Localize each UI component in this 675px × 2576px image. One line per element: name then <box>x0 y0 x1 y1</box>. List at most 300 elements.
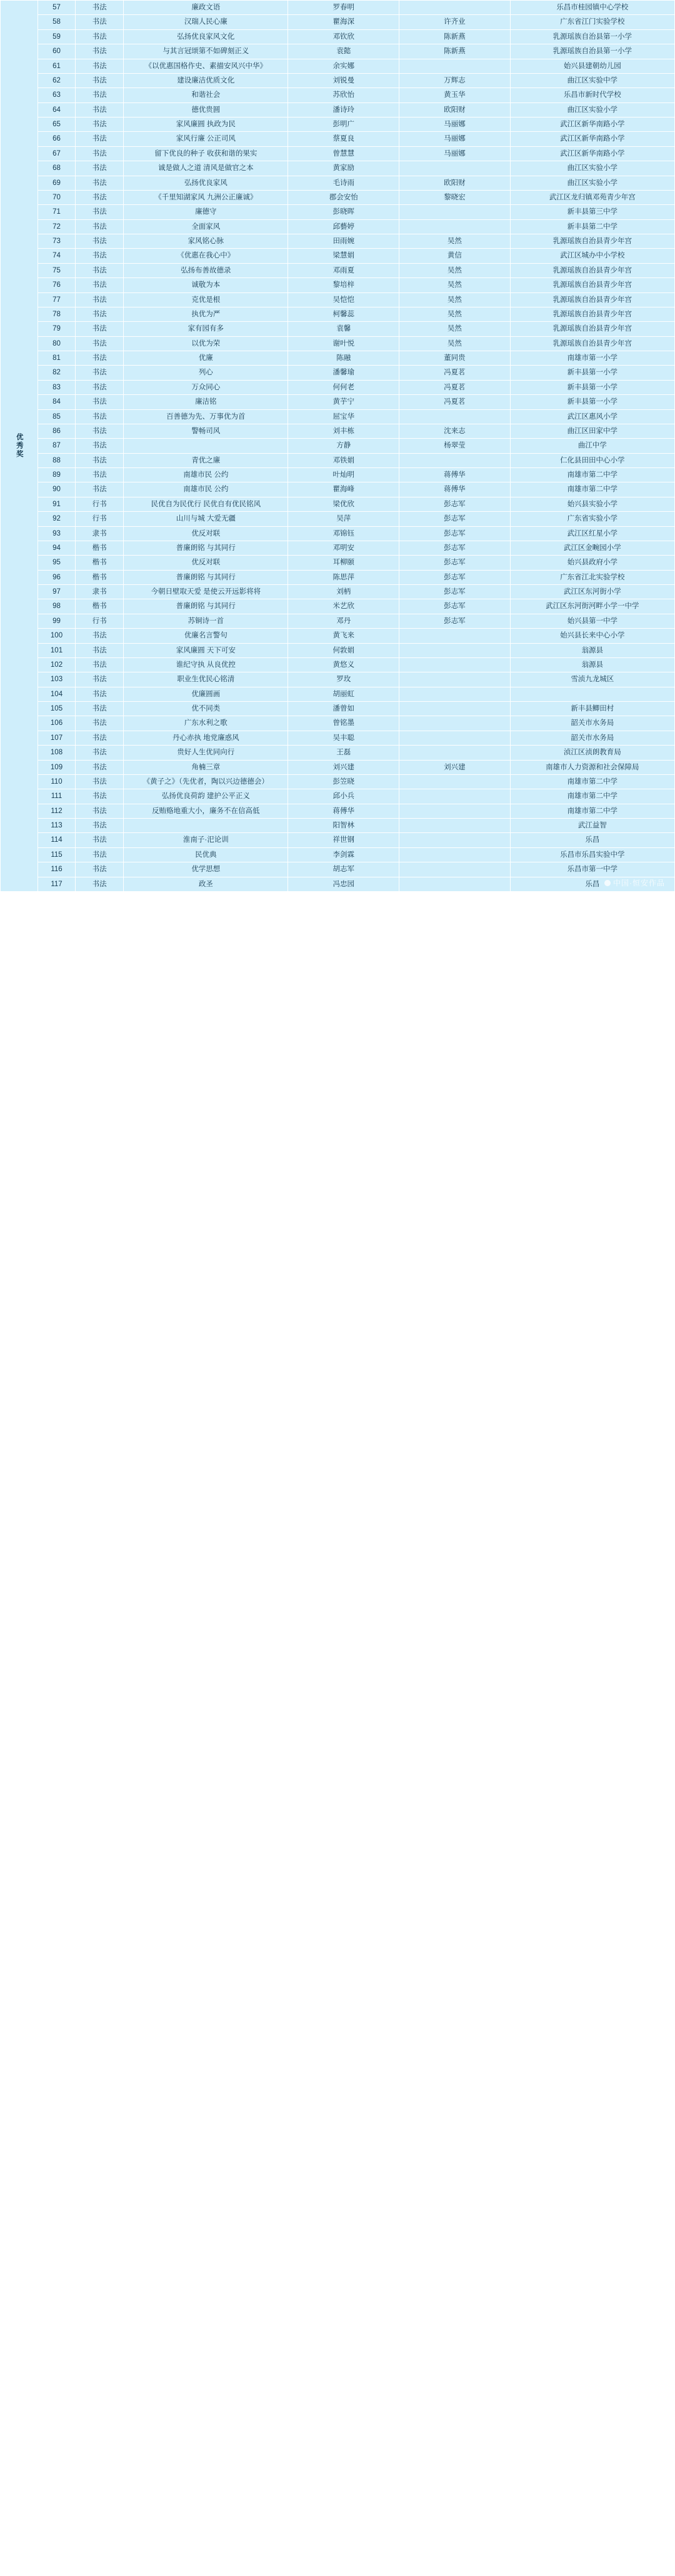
cell-cat: 书法 <box>76 453 124 467</box>
cell-num: 97 <box>38 585 76 599</box>
cell-author: 何何老 <box>288 380 399 394</box>
cell-adviser <box>399 819 511 833</box>
cell-cat: 书法 <box>76 234 124 249</box>
table-row <box>1 556 675 570</box>
cell-author: 方静 <box>288 439 399 453</box>
cell-author: 陈思萍 <box>288 570 399 584</box>
cell-cat: 隶书 <box>76 585 124 599</box>
table-row <box>1 614 675 628</box>
cell-cat: 书法 <box>76 409 124 424</box>
table-row <box>1 746 675 760</box>
cell-num: 106 <box>38 716 76 731</box>
cell-adviser: 彭志军 <box>399 556 511 570</box>
cell-unit: 乳源瑶族自治县青少年宫 <box>510 234 674 249</box>
table-row <box>1 643 675 657</box>
cell-adviser <box>399 789 511 804</box>
cell-author: 彭明广 <box>288 117 399 132</box>
cell-adviser <box>399 1 511 15</box>
cell-author: 耳柳颐 <box>288 556 399 570</box>
cell-title: 优反对联 <box>124 526 288 541</box>
table-row <box>1 468 675 482</box>
cell-title: 弘扬布善故德录 <box>124 263 288 277</box>
cell-author: 罗玫 <box>288 672 399 687</box>
cell-cat: 书法 <box>76 249 124 263</box>
cell-adviser: 陈新燕 <box>399 29 511 44</box>
cell-unit: 广东省实验小学 <box>510 512 674 526</box>
watermark <box>604 877 665 888</box>
cell-cat: 书法 <box>76 833 124 847</box>
cell-adviser: 彭志军 <box>399 614 511 628</box>
cell-author: 梁优欣 <box>288 497 399 511</box>
cell-unit: 广东省江门实验学校 <box>510 15 674 29</box>
cell-author: 王磊 <box>288 746 399 760</box>
cell-num: 114 <box>38 833 76 847</box>
cell-unit: 乐昌市第一中学 <box>510 862 674 877</box>
table-row <box>1 336 675 351</box>
table-row <box>1 409 675 424</box>
cell-num: 84 <box>38 395 76 409</box>
cell-title: 留下优良的种子 收获和谐的果实 <box>124 146 288 161</box>
cell-cat: 书法 <box>76 862 124 877</box>
cell-unit: 翁源县 <box>510 657 674 672</box>
cell-author: 祥世钢 <box>288 833 399 847</box>
cell-author: 曾铭墨 <box>288 716 399 731</box>
cell-title: 普廉朗铭 与其同行 <box>124 570 288 584</box>
cell-cat: 书法 <box>76 366 124 380</box>
cell-title <box>124 439 288 453</box>
cell-adviser: 刘兴建 <box>399 760 511 774</box>
cell-adviser: 吴然 <box>399 322 511 336</box>
table-row <box>1 804 675 818</box>
cell-num: 96 <box>38 570 76 584</box>
cell-unit: 武江区新华南路小学 <box>510 117 674 132</box>
cell-title: 山川与城 大爱无疆 <box>124 512 288 526</box>
cell-unit: 乳源瑶族自治县青少年宫 <box>510 278 674 292</box>
cell-unit: 韶关市水务局 <box>510 716 674 731</box>
cell-author: 黄飞来 <box>288 629 399 643</box>
awards-table-body <box>1 1 675 892</box>
cell-adviser: 吴然 <box>399 234 511 249</box>
cell-unit: 乳源瑶族自治县青少年宫 <box>510 322 674 336</box>
table-row <box>1 29 675 44</box>
cell-adviser: 彭志军 <box>399 599 511 614</box>
table-row <box>1 453 675 467</box>
cell-unit: 南雄市第一小学 <box>510 351 674 366</box>
cell-author: 陈融 <box>288 351 399 366</box>
cell-author: 邱藝婷 <box>288 219 399 234</box>
cell-adviser: 欧阳财 <box>399 176 511 190</box>
cell-title: 警畅司风 <box>124 424 288 438</box>
table-row <box>1 307 675 321</box>
cell-cat: 书法 <box>76 190 124 204</box>
cell-num: 81 <box>38 351 76 366</box>
cell-num: 76 <box>38 278 76 292</box>
cell-author: 邓雨夏 <box>288 263 399 277</box>
cell-num: 83 <box>38 380 76 394</box>
cell-num: 105 <box>38 702 76 716</box>
cell-num: 68 <box>38 161 76 176</box>
cell-num: 95 <box>38 556 76 570</box>
table-row <box>1 862 675 877</box>
cell-title: 诚敬为本 <box>124 278 288 292</box>
cell-author: 邱小兵 <box>288 789 399 804</box>
awards-table-page <box>0 0 675 892</box>
cell-adviser <box>399 629 511 643</box>
cell-adviser <box>399 731 511 745</box>
cell-num: 66 <box>38 132 76 146</box>
cell-title: 家风行廉 公正司风 <box>124 132 288 146</box>
cell-unit: 新丰县第三中学 <box>510 205 674 219</box>
cell-adviser <box>399 877 511 891</box>
table-row <box>1 702 675 716</box>
cell-adviser: 马丽娜 <box>399 146 511 161</box>
cell-cat: 书法 <box>76 132 124 146</box>
cell-title: 优廉 <box>124 351 288 366</box>
cell-title: 克优是根 <box>124 292 288 307</box>
cell-num: 59 <box>38 29 76 44</box>
cell-title: 万众同心 <box>124 380 288 394</box>
cell-unit: 新丰县鲫田村 <box>510 702 674 716</box>
table-row <box>1 380 675 394</box>
cell-adviser <box>399 687 511 701</box>
cell-num: 87 <box>38 439 76 453</box>
table-row <box>1 774 675 789</box>
cell-title: 南雄市民 公约 <box>124 482 288 497</box>
cell-cat: 书法 <box>76 278 124 292</box>
cell-title: 青优之廉 <box>124 453 288 467</box>
cell-author: 梁慧娟 <box>288 249 399 263</box>
cell-title: 家风廉圆 执政为民 <box>124 117 288 132</box>
cell-cat: 书法 <box>76 102 124 117</box>
cell-unit: 曲江区实验中学 <box>510 73 674 87</box>
cell-cat: 书法 <box>76 672 124 687</box>
cell-author: 邓钦欣 <box>288 29 399 44</box>
cell-cat: 书法 <box>76 322 124 336</box>
cell-author: 何敦娟 <box>288 643 399 657</box>
cell-adviser: 许齐业 <box>399 15 511 29</box>
cell-unit: 武江区东河街小学 <box>510 585 674 599</box>
cell-unit: 广东省江北实验学校 <box>510 570 674 584</box>
cell-unit: 南雄市第二中学 <box>510 482 674 497</box>
cell-num: 113 <box>38 819 76 833</box>
cell-author: 吴恺恺 <box>288 292 399 307</box>
cell-author: 瞿海深 <box>288 15 399 29</box>
cell-cat: 行书 <box>76 512 124 526</box>
cell-cat: 书法 <box>76 643 124 657</box>
table-row <box>1 234 675 249</box>
cell-title: 职业生优民心铭清 <box>124 672 288 687</box>
prize-label: 优秀奖 <box>1 1 38 892</box>
cell-cat: 楷书 <box>76 599 124 614</box>
cell-cat: 书法 <box>76 760 124 774</box>
cell-cat: 书法 <box>76 746 124 760</box>
cell-cat: 书法 <box>76 424 124 438</box>
cell-adviser: 彭志军 <box>399 585 511 599</box>
cell-cat: 书法 <box>76 789 124 804</box>
table-row <box>1 657 675 672</box>
cell-author: 袁馨 <box>288 322 399 336</box>
cell-num: 99 <box>38 614 76 628</box>
cell-adviser <box>399 774 511 789</box>
cell-adviser <box>399 702 511 716</box>
cell-cat: 书法 <box>76 468 124 482</box>
cell-cat: 书法 <box>76 292 124 307</box>
cell-unit: 仁化县田田中心小学 <box>510 453 674 467</box>
cell-author: 黎培梓 <box>288 278 399 292</box>
cell-adviser: 马丽娜 <box>399 132 511 146</box>
cell-num: 89 <box>38 468 76 482</box>
cell-title: 与其言冠颂第不如碑刻正义 <box>124 44 288 59</box>
cell-adviser <box>399 205 511 219</box>
cell-num: 111 <box>38 789 76 804</box>
cell-cat: 书法 <box>76 877 124 891</box>
table-row <box>1 482 675 497</box>
watermark-dot-icon <box>604 880 611 886</box>
table-row <box>1 132 675 146</box>
table-row <box>1 541 675 555</box>
cell-cat: 书法 <box>76 482 124 497</box>
cell-author: 邓锦钰 <box>288 526 399 541</box>
cell-adviser: 马丽娜 <box>399 117 511 132</box>
cell-adviser <box>399 219 511 234</box>
cell-title: 淮南子·汜论训 <box>124 833 288 847</box>
cell-num: 117 <box>38 877 76 891</box>
table-row <box>1 585 675 599</box>
cell-author: 邓铁娟 <box>288 453 399 467</box>
cell-unit: 武江区新华南路小学 <box>510 146 674 161</box>
cell-num: 74 <box>38 249 76 263</box>
cell-num: 91 <box>38 497 76 511</box>
table-row <box>1 117 675 132</box>
cell-num: 82 <box>38 366 76 380</box>
table-row <box>1 322 675 336</box>
cell-title: 优廉名言警句 <box>124 629 288 643</box>
cell-cat: 书法 <box>76 44 124 59</box>
cell-adviser <box>399 672 511 687</box>
cell-unit: 乳源瑶族自治县青少年宫 <box>510 307 674 321</box>
cell-adviser: 冯夏茗 <box>399 395 511 409</box>
cell-title: 廉洁铭 <box>124 395 288 409</box>
cell-author: 田雨婉 <box>288 234 399 249</box>
cell-adviser: 彭志军 <box>399 570 511 584</box>
cell-title: 苏铜诗一首 <box>124 614 288 628</box>
cell-author: 胡丽虹 <box>288 687 399 701</box>
cell-title: 弘扬优良家风文化 <box>124 29 288 44</box>
cell-title: 诚是做人之道 清风是做官之本 <box>124 161 288 176</box>
cell-num: 115 <box>38 847 76 862</box>
cell-cat: 书法 <box>76 219 124 234</box>
cell-author: 彭笠晓 <box>288 774 399 789</box>
cell-title: 全面家风 <box>124 219 288 234</box>
cell-unit: 曲江区田家中学 <box>510 424 674 438</box>
cell-cat: 书法 <box>76 15 124 29</box>
cell-title: 丹心赤执 地党廉惑风 <box>124 731 288 745</box>
cell-unit: 雪浈九龙城区 <box>510 672 674 687</box>
cell-unit: 武江区龙归镇邓苑青少年宫 <box>510 190 674 204</box>
cell-cat: 书法 <box>76 1 124 15</box>
cell-author: 潘曾如 <box>288 702 399 716</box>
cell-num: 103 <box>38 672 76 687</box>
cell-author: 阳智林 <box>288 819 399 833</box>
cell-unit: 曲江区实验小学 <box>510 102 674 117</box>
cell-adviser <box>399 657 511 672</box>
cell-cat: 书法 <box>76 161 124 176</box>
table-row <box>1 599 675 614</box>
cell-adviser: 沈来志 <box>399 424 511 438</box>
cell-num: 58 <box>38 15 76 29</box>
cell-author: 黄悠义 <box>288 657 399 672</box>
cell-author: 刘丰栋 <box>288 424 399 438</box>
table-row <box>1 629 675 643</box>
table-row <box>1 760 675 774</box>
cell-cat: 书法 <box>76 847 124 862</box>
watermark-text: 中国·恒安作品 <box>613 878 665 887</box>
cell-unit: 南雄市第二中学 <box>510 804 674 818</box>
cell-cat: 书法 <box>76 380 124 394</box>
cell-title: 优反对联 <box>124 556 288 570</box>
table-row <box>1 731 675 745</box>
cell-cat: 楷书 <box>76 570 124 584</box>
cell-num: 92 <box>38 512 76 526</box>
cell-cat: 书法 <box>76 59 124 73</box>
cell-author: 刘兴建 <box>288 760 399 774</box>
cell-cat: 书法 <box>76 351 124 366</box>
cell-num: 102 <box>38 657 76 672</box>
cell-num: 108 <box>38 746 76 760</box>
cell-title: 优学思想 <box>124 862 288 877</box>
cell-unit <box>510 687 674 701</box>
cell-adviser: 冯夏茗 <box>399 366 511 380</box>
cell-adviser: 吴然 <box>399 278 511 292</box>
cell-author: 柯馨蕊 <box>288 307 399 321</box>
cell-title <box>124 819 288 833</box>
cell-num: 107 <box>38 731 76 745</box>
cell-num: 88 <box>38 453 76 467</box>
cell-cat: 书法 <box>76 804 124 818</box>
cell-title: 建设廉洁优质文化 <box>124 73 288 87</box>
cell-title: 和谐社会 <box>124 88 288 102</box>
table-row <box>1 439 675 453</box>
table-row <box>1 847 675 862</box>
cell-cat: 书法 <box>76 657 124 672</box>
cell-title: 家有园有多 <box>124 322 288 336</box>
cell-unit: 武江区新华南路小学 <box>510 132 674 146</box>
table-row <box>1 687 675 701</box>
cell-adviser <box>399 862 511 877</box>
table-row <box>1 512 675 526</box>
table-row <box>1 395 675 409</box>
cell-author: 黄家励 <box>288 161 399 176</box>
cell-author: 屈宝华 <box>288 409 399 424</box>
cell-num: 98 <box>38 599 76 614</box>
cell-unit: 韶关市水务局 <box>510 731 674 745</box>
cell-unit: 浈江区浈朗教育局 <box>510 746 674 760</box>
cell-unit: 武江益智 <box>510 819 674 833</box>
cell-unit: 乳源瑶族自治县第一小学 <box>510 29 674 44</box>
cell-num: 100 <box>38 629 76 643</box>
cell-author: 李剑霖 <box>288 847 399 862</box>
cell-cat: 书法 <box>76 716 124 731</box>
cell-adviser: 彭志军 <box>399 541 511 555</box>
table-row <box>1 190 675 204</box>
cell-adviser: 彭志军 <box>399 526 511 541</box>
cell-title: 列心 <box>124 366 288 380</box>
cell-author: 彭晓晖 <box>288 205 399 219</box>
cell-author: 蔡夏良 <box>288 132 399 146</box>
cell-cat: 书法 <box>76 117 124 132</box>
cell-title: 谁纪守执 从良优控 <box>124 657 288 672</box>
table-row <box>1 351 675 366</box>
table-row <box>1 716 675 731</box>
cell-unit: 始兴县建朝幼儿园 <box>510 59 674 73</box>
cell-unit: 乐昌市乐昌实验中学 <box>510 847 674 862</box>
cell-author: 吴丰聪 <box>288 731 399 745</box>
cell-cat: 隶书 <box>76 526 124 541</box>
cell-title: 民优自为民优行 民优自有优民铭风 <box>124 497 288 511</box>
cell-title: 角楠三章 <box>124 760 288 774</box>
table-row <box>1 176 675 190</box>
cell-num: 110 <box>38 774 76 789</box>
cell-unit: 南雄市人力资源和社会保障局 <box>510 760 674 774</box>
cell-adviser: 欧阳财 <box>399 102 511 117</box>
cell-author: 叶灿明 <box>288 468 399 482</box>
cell-title: 《以优惠国格作史、素描安风兴中华》 <box>124 59 288 73</box>
cell-title: 广东水利之歌 <box>124 716 288 731</box>
cell-num: 94 <box>38 541 76 555</box>
cell-num: 57 <box>38 1 76 15</box>
cell-cat: 书法 <box>76 205 124 219</box>
cell-unit: 南雄市第二中学 <box>510 789 674 804</box>
cell-cat: 楷书 <box>76 556 124 570</box>
cell-author: 邓明安 <box>288 541 399 555</box>
cell-unit: 武江区惠风小学 <box>510 409 674 424</box>
table-row <box>1 789 675 804</box>
table-row <box>1 292 675 307</box>
cell-title: 政圣 <box>124 877 288 891</box>
cell-adviser <box>399 804 511 818</box>
cell-unit: 新丰县第二中学 <box>510 219 674 234</box>
cell-author: 胡志军 <box>288 862 399 877</box>
cell-adviser: 万辉志 <box>399 73 511 87</box>
cell-num: 109 <box>38 760 76 774</box>
cell-adviser: 彭志军 <box>399 512 511 526</box>
cell-title: 普廉朗铭 与其同行 <box>124 599 288 614</box>
cell-unit: 武江区东河街河畔小学一中学 <box>510 599 674 614</box>
cell-adviser: 吴然 <box>399 292 511 307</box>
cell-cat: 书法 <box>76 395 124 409</box>
cell-unit: 乳源瑶族自治县青少年宫 <box>510 336 674 351</box>
cell-author: 刘锐曼 <box>288 73 399 87</box>
cell-num: 78 <box>38 307 76 321</box>
cell-unit: 乳源瑶族自治县第一小学 <box>510 44 674 59</box>
table-row <box>1 833 675 847</box>
cell-title: 民优典 <box>124 847 288 862</box>
cell-cat: 书法 <box>76 731 124 745</box>
cell-adviser: 冯夏茗 <box>399 380 511 394</box>
cell-title: 普廉朗铭 与其同行 <box>124 541 288 555</box>
cell-num: 63 <box>38 88 76 102</box>
cell-author: 曾慧慧 <box>288 146 399 161</box>
table-row <box>1 570 675 584</box>
cell-unit: 武江区红星小学 <box>510 526 674 541</box>
awards-table <box>0 0 675 892</box>
cell-title: 南雄市民 公约 <box>124 468 288 482</box>
cell-num: 71 <box>38 205 76 219</box>
cell-author: 吴萍 <box>288 512 399 526</box>
cell-cat: 行书 <box>76 497 124 511</box>
cell-num: 62 <box>38 73 76 87</box>
cell-num: 101 <box>38 643 76 657</box>
